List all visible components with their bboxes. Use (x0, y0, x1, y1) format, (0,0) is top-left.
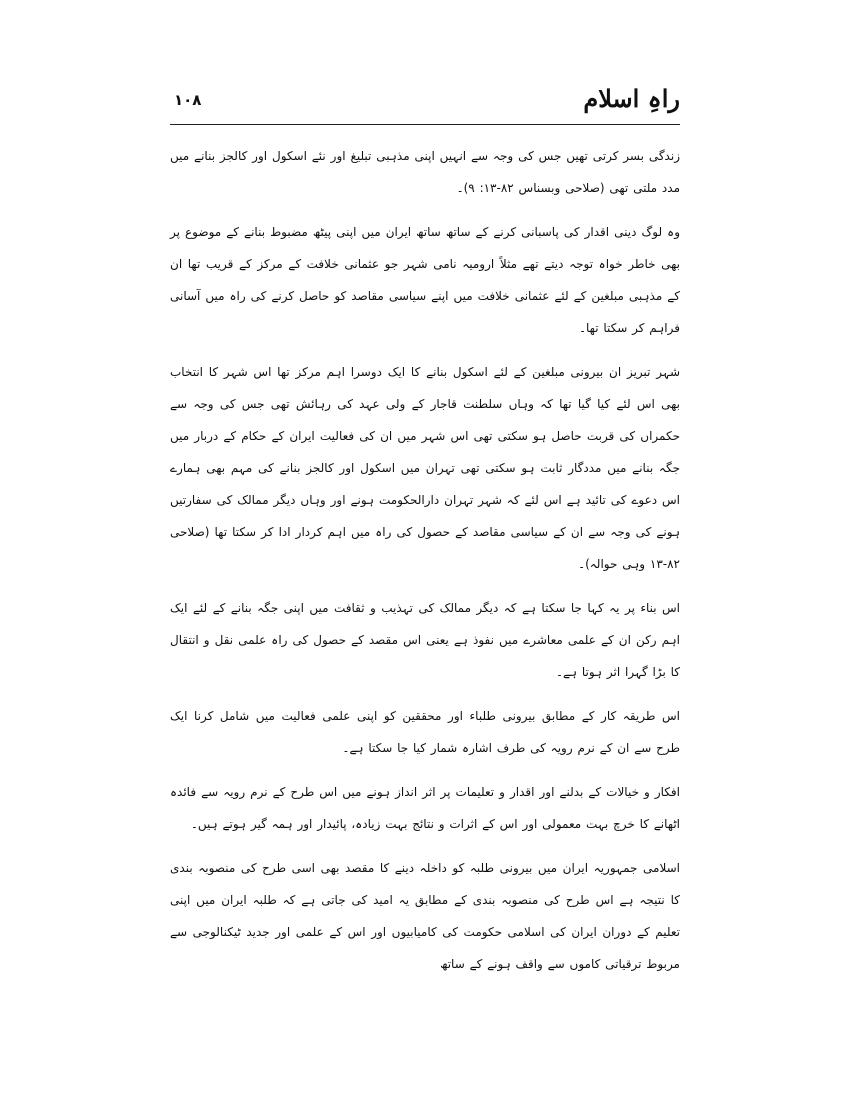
running-title: راہِ اسلام (583, 84, 680, 113)
paragraph-3: شہر تبریز ان بیرونی مبلغین کے لئے اسکول بنانے کا ایک دوسرا اہم مرکز تھا اس شہر کا انتخاب بھی اس لئے کیا گیا تھا کہ وہاں سلطنت قاجار کے ولی عہد کی رہائش تھی جس کی وجہ سے حکمراں کی قربت حاصل ہو سکتی تھی اس شہر میں ان کی فعالیت ایران کے حکام کے دربار میں جگہ بنانے میں مددگار ثابت ہو سکتی تھی تہران میں اسکول اور کالجز بنانے کی مہم بھی ہمارے اس دعوے کی تائید ہے اس لئے کہ شہر تہران دارالحکومت ہونے اور وہاں دیگر ممالک کی سفارتیں ہونے کی وجہ سے ان کے سیاسی مقاصد کے حصول کی راہ میں اہم کردار ادا کر سکتا تھا (صلاحی ۸۲-۱۳ وہی حوالہ)۔ (170, 365, 680, 571)
paragraph-2: وہ لوگ دینی اقدار کی پاسبانی کرنے کے ساتھ ساتھ ایران میں اپنی پیٹھ مضبوط بنانے کے موضوع پر بھی خاطر خواہ توجہ دیتے تھے مثلاً ارومیہ نامی شہر جو عثمانی خلافت کے مرکز کے قریب تھا ان کے مذہبی مبلغین کے لئے عثمانی خلافت میں اپنے سیاسی مقاصد کو حاصل کرنے کی راہ میں آسانی فراہم کر سکتا تھا۔ (170, 225, 681, 335)
paragraph-1: زندگی بسر کرتی تھیں جس کی وجہ سے انہیں اپنی مذہبی تبلیغ اور نئے اسکول اور کالجز بنانے میں مدد ملتی تھی (صلاحی وبسناس ۸۲-۱۳: ۹)۔ (170, 149, 680, 195)
paragraph-7: اسلامی جمہوریہ ایران میں بیرونی طلبہ کو داخلہ دینے کا مقصد بھی اسی طرح کی منصوبہ بندی کا نتیجہ ہے اس طرح کی منصوبہ بندی کے مطابق یہ امید کی جاتی ہے کہ طلبہ ایران میں اپنی تعلیم کے دوران ایران کی اسلامی حکومت کی کامیابیوں اور اس کے علمی اور جدید ٹیکنالوجی سے مربوط ترقیاتی کاموں سے واقف ہونے کے ساتھ (170, 861, 680, 971)
page-header (170, 84, 680, 122)
paragraph-6: افکار و خیالات کے بدلنے اور اقدار و تعلیمات پر اثر انداز ہونے میں اس طرح کے نرم رویہ سے فائدہ اٹھانے کا خرچ بہت معمولی اور اس کے اثرات و نتائج بہت زیادہ، پائیدار اور ہمہ گیر ہوتے ہیں۔ (170, 785, 680, 831)
page-number: ۱۰۸ (174, 91, 202, 109)
paragraph-5: اس طریقہ کار کے مطابق بیرونی طلباء اور محققین کو اپنی علمی فعالیت میں شامل کرنا ایک طرح سے ان کے نرم رویہ کی طرف اشارہ شمار کیا جا سکتا ہے۔ (170, 709, 680, 755)
header-divider (170, 124, 680, 125)
body-text (170, 140, 680, 992)
paragraph-4: اس بناء پر یہ کہا جا سکتا ہے کہ دیگر ممالک کی تہذیب و ثقافت میں اپنی جگہ بنانے کے لئے ایک اہم رکن ان کے علمی معاشرے میں نفوذ ہے یعنی اس مقصد کے حصول کی راہ علمی نقل و انتقال کا بڑا گہرا اثر ہوتا ہے۔ (170, 601, 680, 679)
